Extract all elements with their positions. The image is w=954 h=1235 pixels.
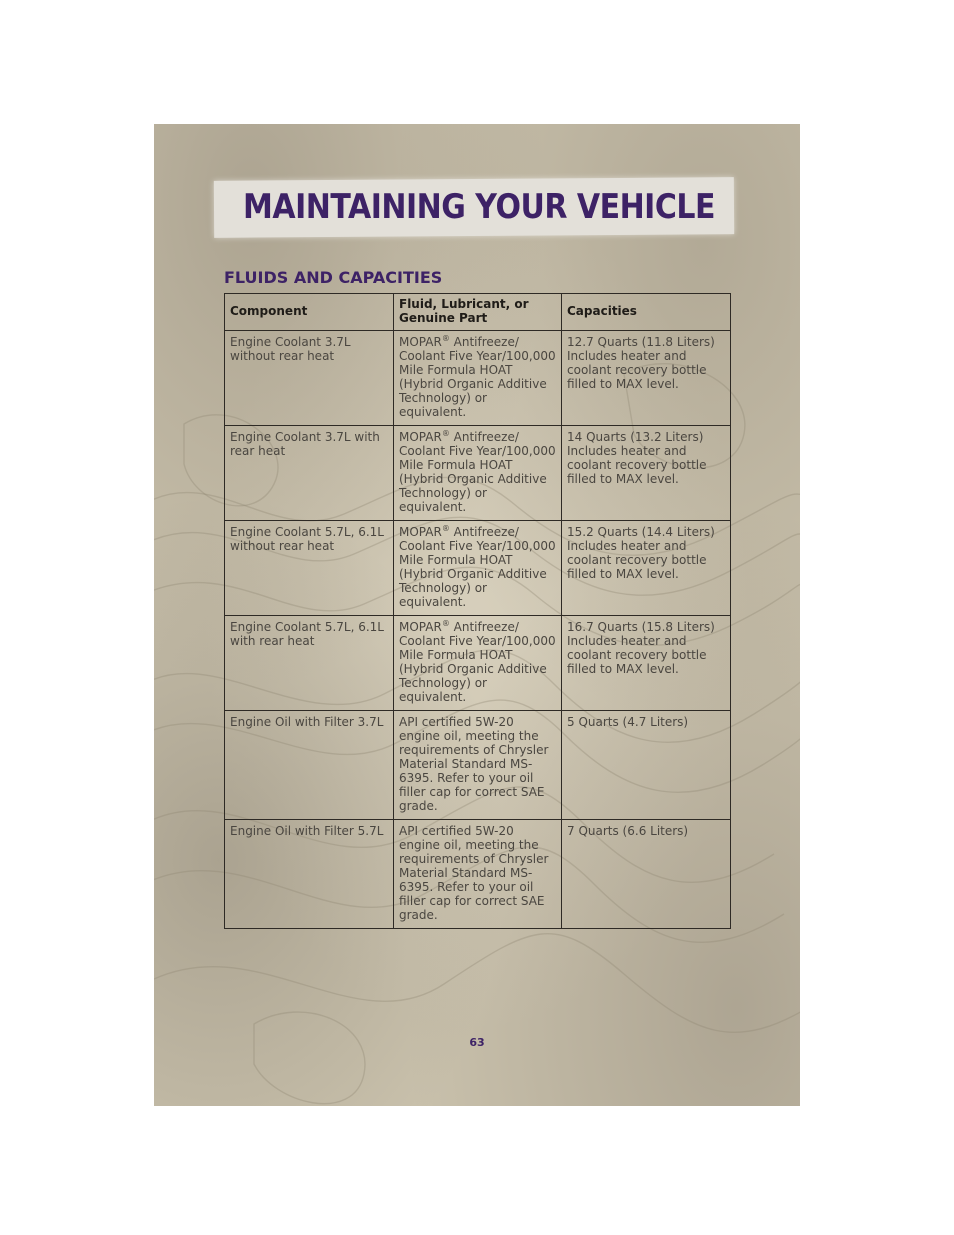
table-row [225, 331, 731, 426]
cell-fluid: API certified 5W-20 engine oil, meeting the requirements of Chrysler Material Standard MS-6395. Refer to your oil filler cap for correct SAE grade. [394, 820, 562, 929]
manual-page [154, 124, 800, 1106]
cell-component: Engine Coolant 3.7L with rear heat [225, 426, 394, 521]
fluid-brand: MOPAR [399, 525, 442, 539]
cell-capacity: 7 Quarts (6.6 Liters) [562, 820, 731, 929]
fluid-description: Antifreeze/ Coolant Five Year/100,000 Mile Formula HOAT (Hybrid Organic Additive Technology) or equivalent. [399, 525, 556, 609]
cell-fluid [394, 331, 562, 426]
cell-capacity: 14 Quarts (13.2 Liters) Includes heater and coolant recovery bottle filled to MAX level. [562, 426, 731, 521]
registered-mark: ® [441, 429, 450, 438]
cell-capacity: 12.7 Quarts (11.8 Liters) Includes heater and coolant recovery bottle filled to MAX level. [562, 331, 731, 426]
table-header-row [225, 294, 731, 331]
table-row [225, 820, 731, 929]
table-row [225, 616, 731, 711]
cell-fluid [394, 426, 562, 521]
page-number: 63 [469, 1036, 485, 1049]
cell-fluid [394, 521, 562, 616]
cell-fluid [394, 616, 562, 711]
cell-component: Engine Coolant 5.7L, 6.1L with rear heat [225, 616, 394, 711]
cell-component: Engine Oil with Filter 3.7L [225, 711, 394, 820]
cell-component: Engine Oil with Filter 5.7L [225, 820, 394, 929]
cell-fluid: API certified 5W-20 engine oil, meeting the requirements of Chrysler Material Standard MS-6395. Refer to your oil filler cap for correct SAE grade. [394, 711, 562, 820]
chapter-title: MAINTAINING YOUR VEHICLE [243, 188, 715, 228]
column-header-capacities: Capacities [562, 294, 731, 331]
fluid-description: Antifreeze/ Coolant Five Year/100,000 Mile Formula HOAT (Hybrid Organic Additive Technology) or equivalent. [399, 620, 556, 704]
registered-mark: ® [441, 619, 450, 628]
section-title: FLUIDS AND CAPACITIES [224, 268, 443, 287]
cell-capacity: 15.2 Quarts (14.4 Liters) Includes heater and coolant recovery bottle filled to MAX level. [562, 521, 731, 616]
cell-capacity: 16.7 Quarts (15.8 Liters) Includes heater and coolant recovery bottle filled to MAX level. [562, 616, 731, 711]
cell-component: Engine Coolant 3.7L without rear heat [225, 331, 394, 426]
column-header-component: Component [225, 294, 394, 331]
fluid-brand: MOPAR [399, 335, 442, 349]
fluids-capacities-table [224, 293, 731, 929]
registered-mark: ® [441, 524, 450, 533]
fluid-brand: MOPAR [399, 430, 442, 444]
fluid-description: Antifreeze/ Coolant Five Year/100,000 Mile Formula HOAT (Hybrid Organic Additive Technology) or equivalent. [399, 430, 556, 514]
registered-mark: ® [441, 334, 450, 343]
cell-component: Engine Coolant 5.7L, 6.1L without rear heat [225, 521, 394, 616]
fluid-description: Antifreeze/ Coolant Five Year/100,000 Mile Formula HOAT (Hybrid Organic Additive Technology) or equivalent. [399, 335, 556, 419]
fluid-brand: MOPAR [399, 620, 442, 634]
table-row [225, 521, 731, 616]
table-row [225, 426, 731, 521]
table-row [225, 711, 731, 820]
cell-capacity: 5 Quarts (4.7 Liters) [562, 711, 731, 820]
column-header-fluid: Fluid, Lubricant, or Genuine Part [394, 294, 562, 331]
